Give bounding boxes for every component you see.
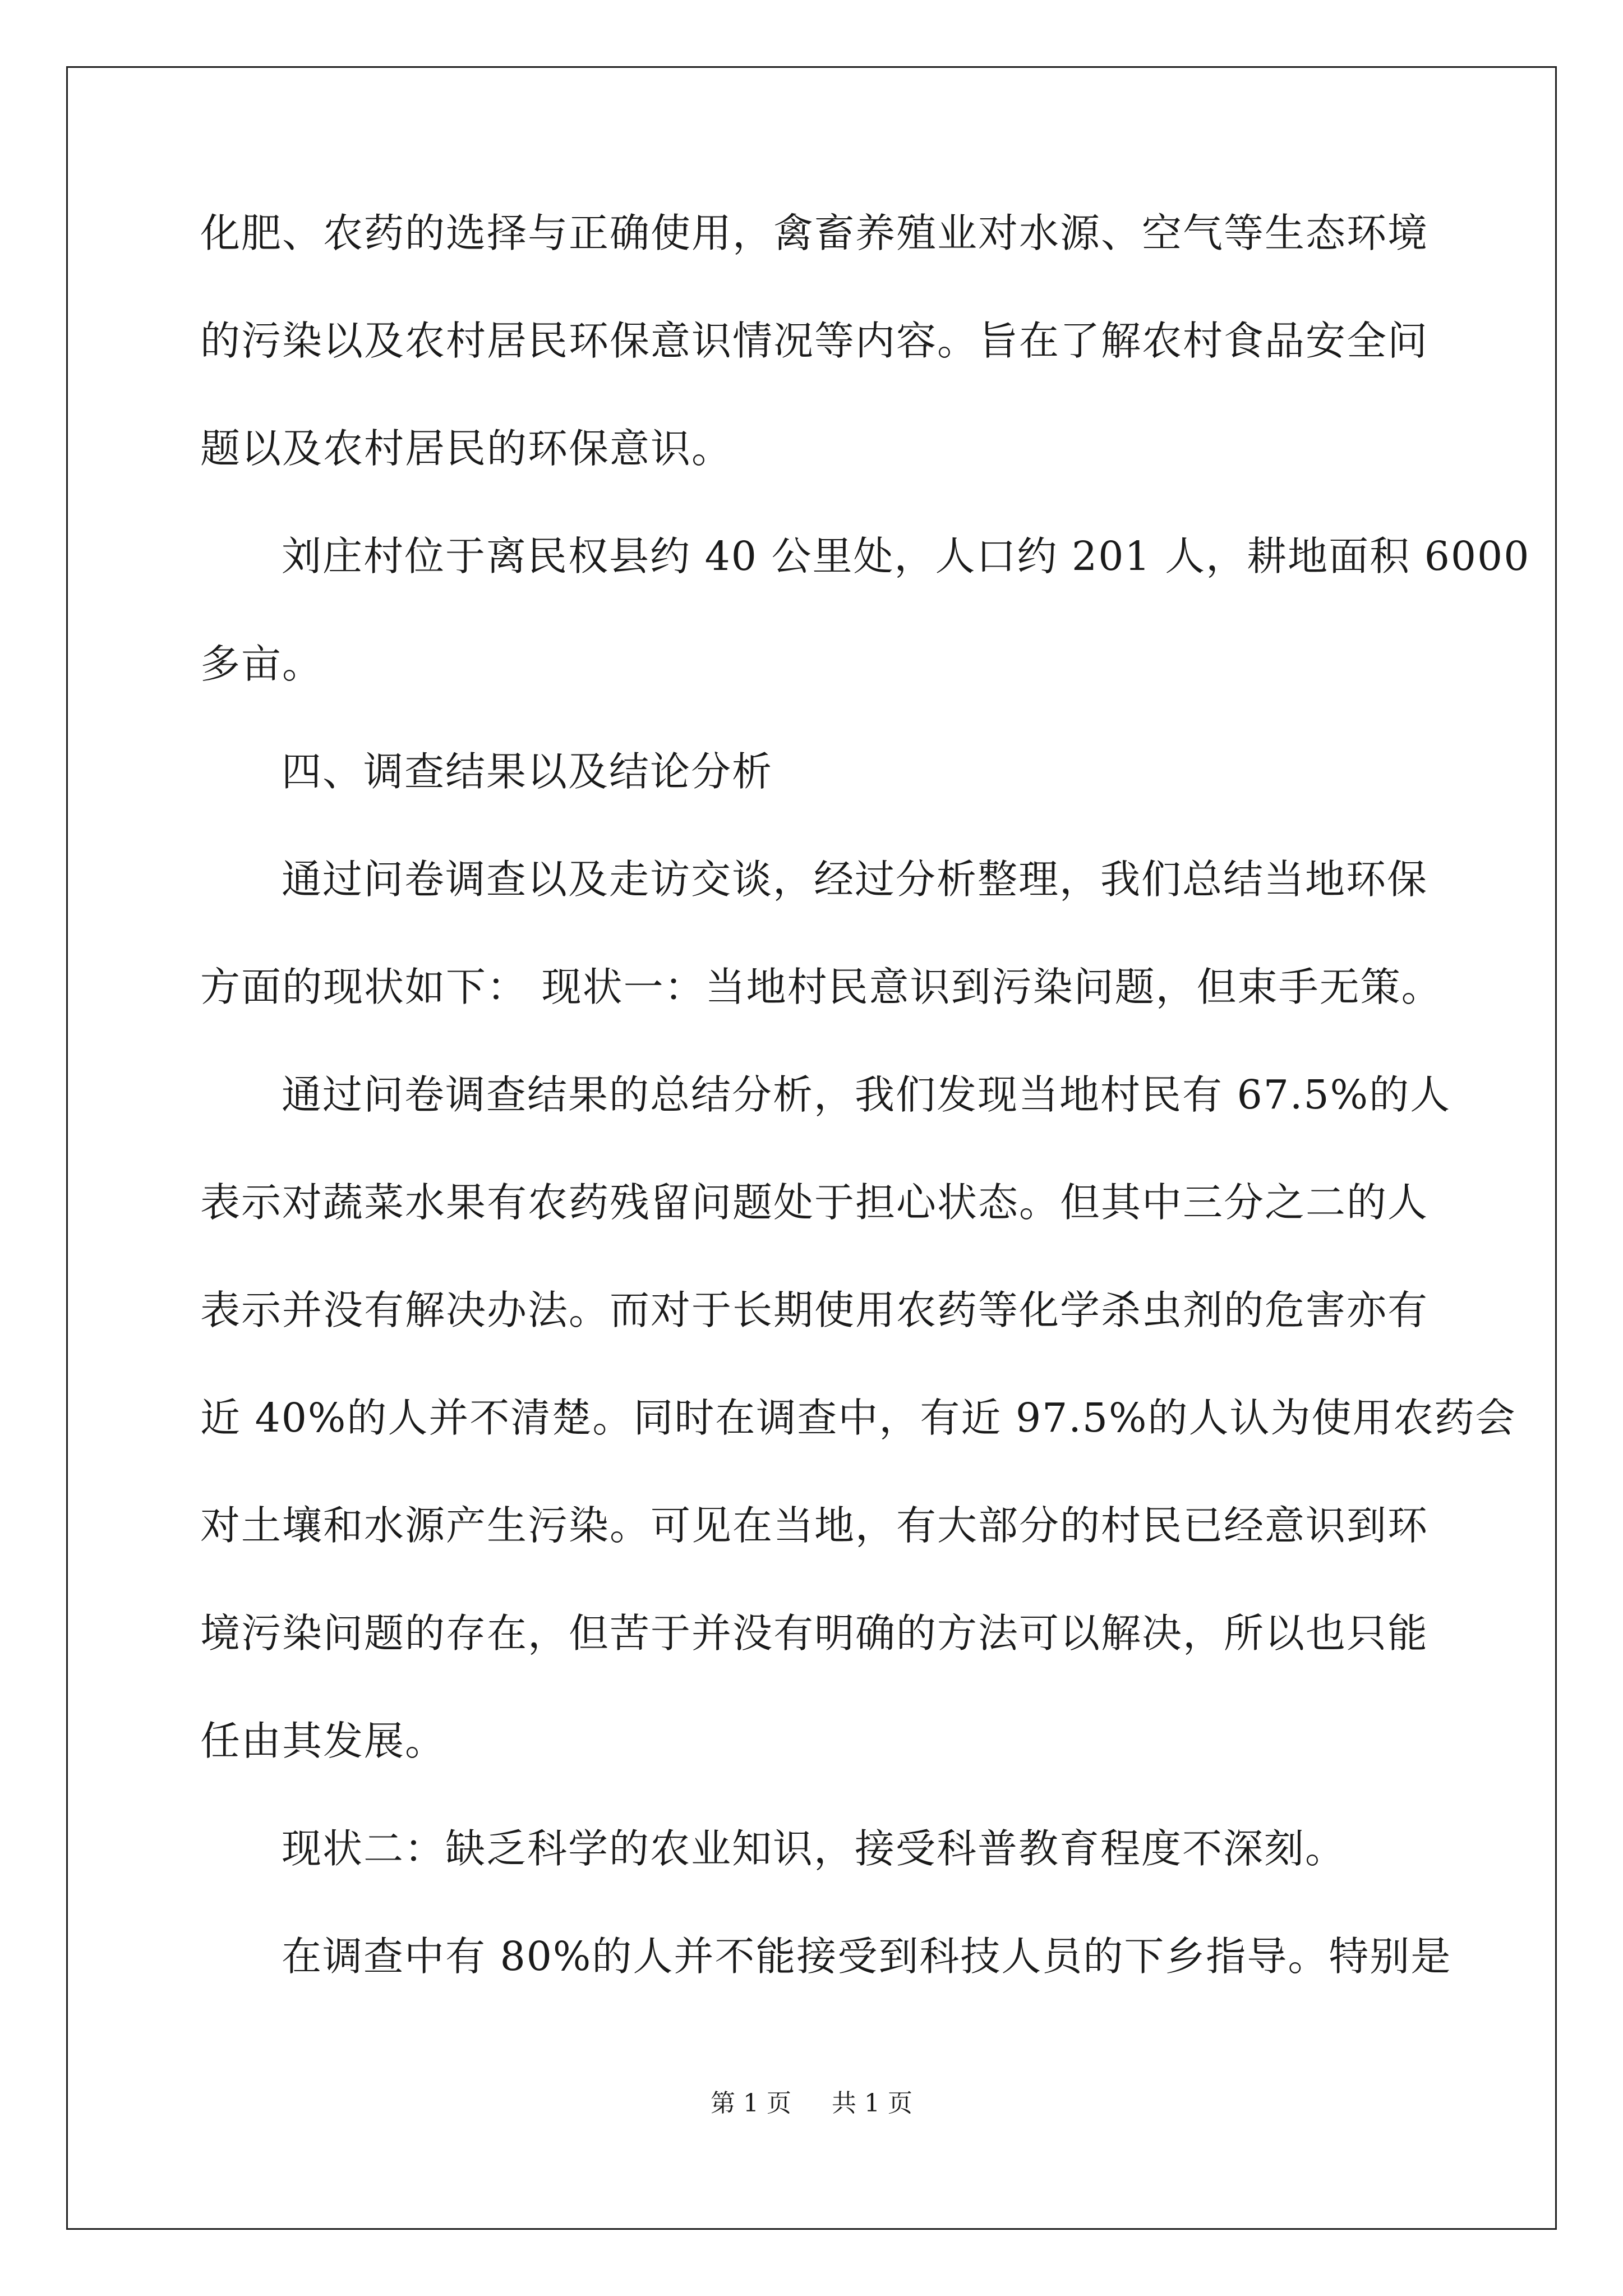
text-line: 现状二：缺乏科学的农业知识，接受科普教育程度不深刻。 [282,1825,1347,1872]
text-line: 的污染以及农村居民环保意识情况等内容。旨在了解农村食品安全问 [200,318,1429,364]
document-body [200,206,1530,1984]
text-line: 通过问卷调查结果的总结分析，我们发现当地村民有 67.5%的人 [282,1071,1451,1118]
page-footer [0,2088,1623,2119]
text-line: 刘庄村位于离民权县约 40 公里处，人口约 201 人，耕地面积 6000 [282,533,1530,579]
text-line: 表示对蔬菜水果有农药残留问题处于担心状态。但其中三分之二的人 [200,1179,1429,1226]
text-line: 通过问卷调查以及走访交谈，经过分析整理，我们总结当地环保 [282,856,1428,903]
text-line: 境污染问题的存在，但苦于并没有明确的方法可以解决，所以也只能 [200,1610,1429,1657]
text-line: 方面的现状如下： 现状一：当地村民意识到污染问题，但束手无策。 [200,964,1442,1010]
text-line: 多亩。 [200,641,324,687]
text-line: 对土壤和水源产生污染。可见在当地，有大部分的村民已经意识到环 [200,1502,1429,1549]
text-line: 化肥、农药的选择与正确使用，禽畜养殖业对水源、空气等生态环境 [200,210,1429,256]
text-line: 近 40%的人并不清楚。同时在调查中，有近 97.5%的人认为使用农药会 [200,1395,1516,1441]
total-pages: 共 1 页 [832,2089,912,2118]
text-line: 题以及农村居民的环保意识。 [200,425,733,472]
text-line: 在调查中有 80%的人并不能接受到科技人员的下乡指导。特别是 [282,1933,1452,1980]
text-line: 表示并没有解决办法。而对于长期使用农药等化学杀虫剂的危害亦有 [200,1287,1429,1333]
section-heading: 四、调查结果以及结论分析 [282,748,773,795]
text-line: 任由其发展。 [200,1718,446,1764]
page-number: 第 1 页 [711,2089,791,2118]
